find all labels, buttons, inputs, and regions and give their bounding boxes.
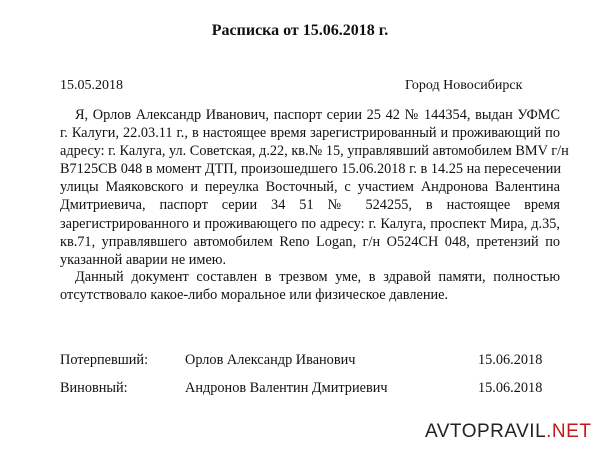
paragraph-line: отсутствовало какое-либо моральное или физическое давление. — [60, 287, 449, 304]
document-city: Город Новосибирск — [405, 78, 523, 93]
signature-row-victim — [60, 352, 560, 372]
signature-role: Виновный: — [60, 380, 128, 396]
watermark-name: AVTOPRAVIL — [425, 421, 547, 442]
site-watermark — [425, 421, 591, 443]
paragraph-line: Дмитриевича, паспорт серии 34 51 № 524255, в настоящее время — [60, 197, 560, 214]
paragraph-line: Данный документ составлен в трезвом уме, в здравой памяти, полностью — [75, 269, 560, 285]
signature-name: Орлов Александр Иванович — [185, 352, 356, 368]
paragraph-line: Я, Орлов Александр Иванович, паспорт серии 25 42 № 144354, выдан УФМС — [75, 107, 560, 123]
signature-row-culprit — [60, 380, 560, 400]
paragraph-line: зарегистрированного и проживающего по адресу: г. Калуга, проспект Мира, д.35, — [60, 215, 560, 232]
paragraph-line: указанной аварии не имею. — [60, 251, 227, 268]
watermark-tld: .NET — [546, 421, 592, 442]
paragraph-line: кв.71, управлявшего автомобилем Reno Logan, г/н О524СН 048, претензий по — [60, 233, 560, 250]
paragraph-line: улицы Маяковского и переулка Восточный, с участием Андронова Валентина — [60, 179, 560, 196]
paragraph-line: г. Калуги, 22.03.11 г., в настоящее время зарегистрированный и проживающий по — [60, 125, 560, 142]
document-date: 15.05.2018 — [60, 78, 123, 93]
paragraph-line: В7125СВ 048 в момент ДТП, произошедшего 15.06.2018 г. в 14.25 на пересечении — [60, 161, 561, 178]
statement-paragraph — [60, 106, 569, 269]
declaration-paragraph — [60, 268, 560, 304]
paragraph-line: адресу: г. Калуга, ул. Советская, д.22, кв.№ 15, управлявший автомобилем BMV г/н — [60, 143, 569, 160]
signature-name: Андронов Валентин Дмитриевич — [185, 380, 388, 396]
signature-role: Потерпевший: — [60, 352, 149, 368]
document-title: Расписка от 15.06.2018 г. — [211, 22, 389, 39]
signature-date: 15.06.2018 — [478, 352, 543, 368]
signature-date: 15.06.2018 — [478, 380, 543, 396]
